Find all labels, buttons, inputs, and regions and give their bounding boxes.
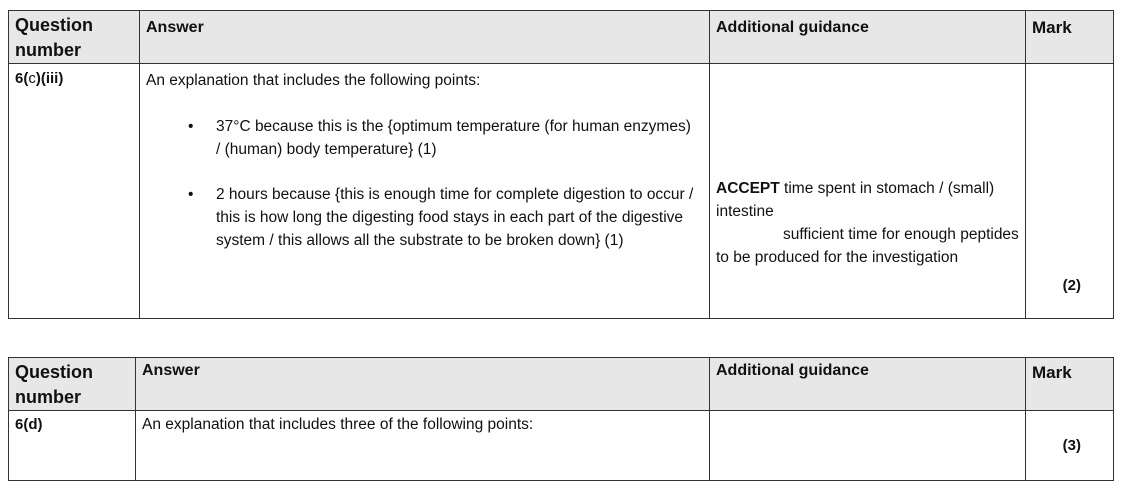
header-additional-guidance: Additional guidance (710, 11, 1026, 64)
header-additional-guidance: Additional guidance (710, 358, 1026, 411)
answer-row (9, 411, 1114, 481)
mark-cell (1026, 64, 1114, 319)
header-mark: Mark (1026, 358, 1114, 411)
answer-cell (140, 64, 710, 319)
mark-cell (1026, 411, 1114, 481)
guidance-cell (710, 411, 1026, 481)
header-answer: Answer (136, 358, 710, 411)
question-number-cell (9, 64, 140, 319)
question-number: 6(d) (15, 416, 43, 433)
header-mark: Mark (1026, 11, 1114, 64)
question-number: 6(c)(iii) (15, 70, 64, 87)
bullet-icon: • (188, 186, 194, 203)
answer-cell (136, 411, 710, 481)
mark-value: (3) (1062, 437, 1081, 454)
mark-value: (2) (1062, 277, 1081, 294)
accept-label: ACCEPT (716, 180, 780, 197)
bullet-icon: • (188, 118, 194, 135)
markscheme-table-6ciii (8, 10, 1114, 319)
guidance-extra: sufficient time for enough peptides to be produced for the investigation (716, 226, 1019, 266)
answer-point: • 37°C because this is the {optimum temperature (for human enzymes) / (human) body temperature} (1) (140, 115, 709, 161)
guidance-text: ACCEPT time spent in stomach / (small) intestine sufficient time for enough peptides to be produced for the investigation (710, 177, 1025, 269)
question-number-cell (9, 411, 136, 481)
answer-intro: An explanation that includes the following points: (146, 72, 481, 89)
header-question-number: Question number (9, 358, 136, 411)
answer-point: • 2 hours because {this is enough time for complete digestion to occur / this is how long the digesting food stays in each part of the digestive system / this allows all the substrate to be broken down} (1) (140, 183, 709, 252)
answer-points (140, 115, 709, 252)
markscheme-table-6d (8, 357, 1114, 481)
answer-intro: An explanation that includes three of the following points: (142, 416, 534, 433)
answer-row (9, 64, 1114, 319)
guidance-cell (710, 64, 1026, 319)
header-answer: Answer (140, 11, 710, 64)
header-row (9, 358, 1114, 411)
header-question-number: Question number (9, 11, 140, 64)
header-row (9, 11, 1114, 64)
